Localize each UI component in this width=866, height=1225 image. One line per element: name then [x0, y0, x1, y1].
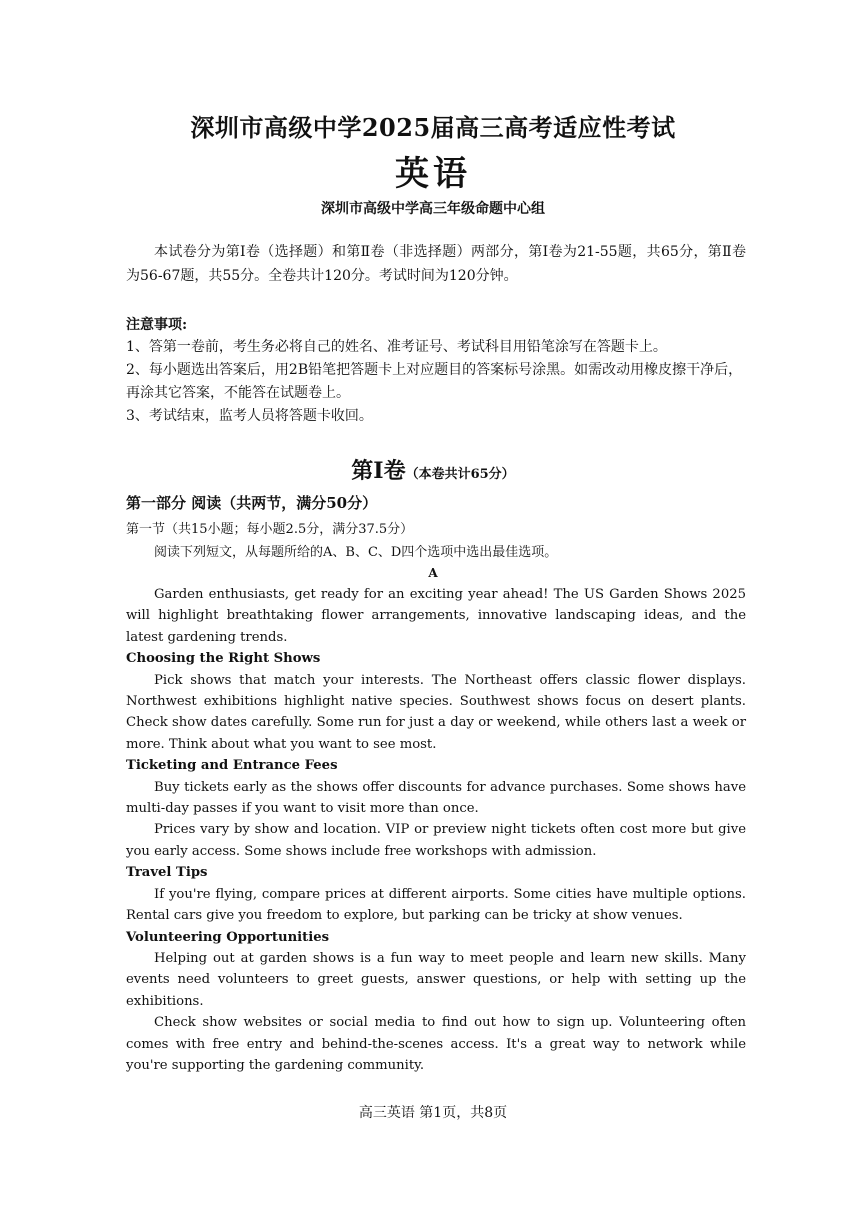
- note-item: 1、答第一卷前，考生务必将自己的姓名、准考证号、考试科目用铅笔涂写在答题卡上。: [126, 339, 667, 355]
- passage-heading: Ticketing and Entrance Fees: [126, 758, 338, 774]
- notes-list: [126, 336, 746, 428]
- author-line: 深圳市高级中学高三年级命题中心组: [321, 201, 545, 217]
- passage-letter: A: [428, 566, 438, 580]
- subject-title: 英语: [395, 154, 471, 194]
- exam-title: 深圳市高级中学2025届高三高考适应性考试: [190, 113, 676, 142]
- note-item: 3、考试结束，监考人员将答题卡收回。: [126, 408, 373, 424]
- exam-intro: 本试卷分为第Ⅰ卷（选择题）和第Ⅱ卷（非选择题）两部分，第Ⅰ卷为21-55题，共65分，第Ⅱ卷为56-67题，共55分。全卷共计120分。考试时间为120分钟。: [126, 244, 746, 284]
- subsection-title: 第一节（共15小题；每小题2.5分，满分37.5分）: [126, 522, 414, 537]
- page-footer: 高三英语 第1页，共8页: [358, 1105, 508, 1121]
- passage-paragraph: If you're flying, compare prices at different airports. Some cities have multiple options. Rental cars give you freedom to explore, but parking can be tricky at show venues.: [126, 886, 746, 924]
- passage-paragraph: Prices vary by show and location. VIP or preview night tickets often cost more but give you early access. Some shows include free workshops with admission.: [126, 822, 746, 859]
- passage-paragraph: Buy tickets early as the shows offer discounts for advance purchases. Some shows have multi-day passes if you want to visit more than once.: [126, 779, 746, 817]
- section-note: （本卷共计65分）: [405, 467, 515, 482]
- passage-intro: Garden enthusiasts, get ready for an exciting year ahead! The US Garden Shows 2025 will highlight breathtaking flower arrangements, innovative landscaping ideas, and the latest gardening trends.: [126, 587, 746, 645]
- passage-heading: Choosing the Right Shows: [126, 651, 321, 667]
- passage-a: [126, 584, 746, 1076]
- note-item: 2、每小题选出答案后，用2B铅笔把答题卡上对应题目的答案标号涂黑。如需改动用橡皮擦干净后，再涂其它答案，不能答在试题卷上。: [126, 362, 743, 401]
- part-title: 第一部分 阅读（共两节，满分50分）: [126, 494, 378, 512]
- passage-paragraph: Helping out at garden shows is a fun way to meet people and learn new skills. Many events need volunteers to greet guests, answer questions, or help with setting up the exhibitions.: [126, 950, 746, 1009]
- section-heading: [0, 454, 866, 485]
- passage-heading: Volunteering Opportunities: [126, 929, 330, 945]
- notes-title: 注意事项:: [126, 317, 188, 333]
- passage-paragraph: Check show websites or social media to find out how to sign up. Volunteering often comes with free entry and behind-the-scenes access. It's a great way to network while you're supporting the gardening community.: [126, 1015, 746, 1073]
- instruction: 阅读下列短文，从每题所给的A、B、C、D四个选项中选出最佳选项。: [154, 545, 558, 560]
- section-title: 第Ⅰ卷: [351, 458, 406, 484]
- passage-paragraph: Pick shows that match your interests. The Northeast offers classic flower displays. Northwest exhibitions highlight native species. Southwest shows focus on desert plants. Check show dates carefully. Some run for just a day or weekend, while others last a week or more. Think about what you want to see most.: [126, 672, 746, 752]
- passage-heading: Travel Tips: [126, 865, 208, 881]
